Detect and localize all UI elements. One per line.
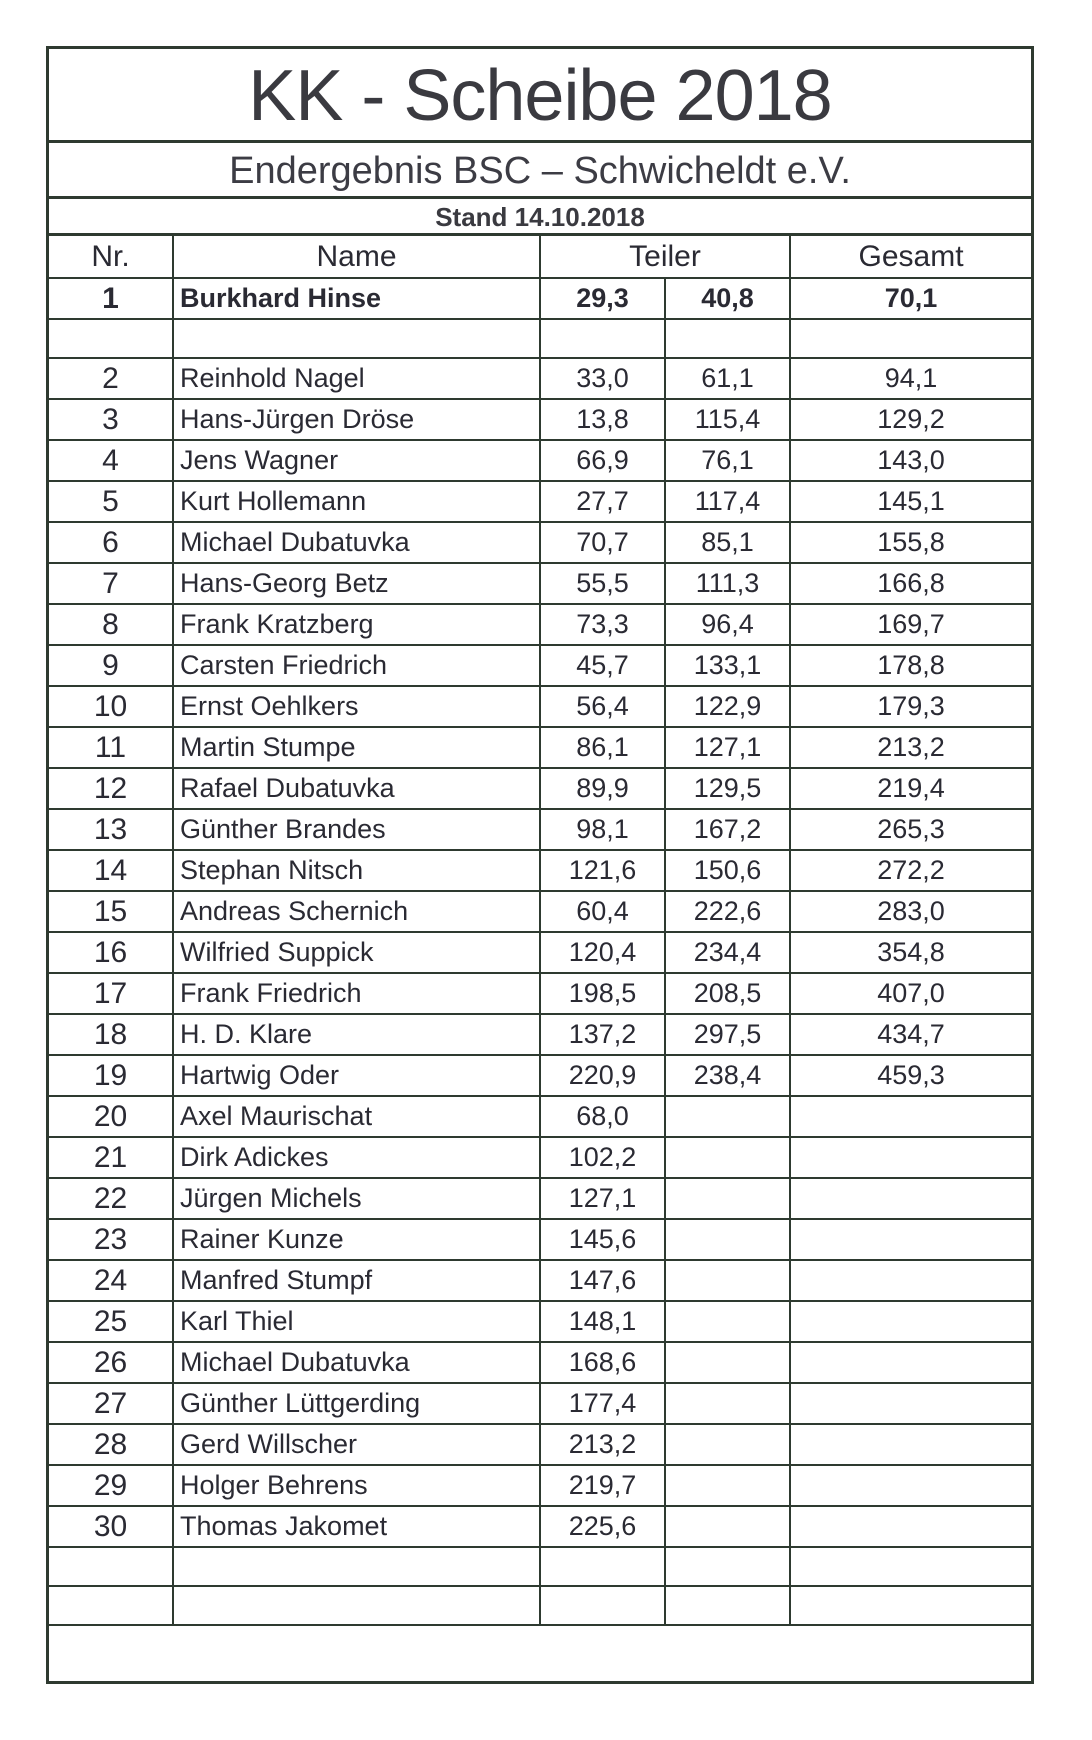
- row-name: Günther Lüttgerding: [173, 1383, 540, 1424]
- row-gesamt: 354,8: [790, 932, 1031, 973]
- row-nr: 29: [49, 1465, 173, 1506]
- table-row: [49, 1219, 1031, 1260]
- results-table-body: [49, 236, 1031, 1625]
- row-teiler-2: [665, 1383, 790, 1424]
- row-gesamt: 145,1: [790, 481, 1031, 522]
- header-nr: Nr.: [49, 236, 173, 278]
- row-gesamt: 166,8: [790, 563, 1031, 604]
- row-teiler-1: 102,2: [540, 1137, 665, 1178]
- spacer-row: [49, 319, 1031, 358]
- results-sheet: [46, 46, 1034, 1684]
- empty-row: [49, 1547, 1031, 1586]
- row-nr: 24: [49, 1260, 173, 1301]
- row-gesamt: [790, 1301, 1031, 1342]
- row-nr: 19: [49, 1055, 173, 1096]
- row-nr: 25: [49, 1301, 173, 1342]
- table-row: [49, 1137, 1031, 1178]
- table-row: [49, 1014, 1031, 1055]
- row-name: H. D. Klare: [173, 1014, 540, 1055]
- row-name: Holger Behrens: [173, 1465, 540, 1506]
- row-gesamt: [790, 1342, 1031, 1383]
- row-teiler-1: 219,7: [540, 1465, 665, 1506]
- row-gesamt: 178,8: [790, 645, 1031, 686]
- row-teiler-2: 150,6: [665, 850, 790, 891]
- row-name: Ernst Oehlkers: [173, 686, 540, 727]
- table-row: [49, 768, 1031, 809]
- winner-nr: 1: [49, 278, 173, 319]
- stand-date: Stand 14.10.2018: [49, 199, 1031, 236]
- empty-cell: [665, 1547, 790, 1586]
- empty-cell: [173, 319, 540, 358]
- page-title: KK - Scheibe 2018: [49, 49, 1031, 143]
- empty-cell: [665, 1586, 790, 1625]
- winner-gesamt: 70,1: [790, 278, 1031, 319]
- row-nr: 27: [49, 1383, 173, 1424]
- row-gesamt: 179,3: [790, 686, 1031, 727]
- row-name: Stephan Nitsch: [173, 850, 540, 891]
- row-teiler-1: 13,8: [540, 399, 665, 440]
- table-row: [49, 932, 1031, 973]
- row-name: Carsten Friedrich: [173, 645, 540, 686]
- row-teiler-2: [665, 1137, 790, 1178]
- row-name: Hans-Georg Betz: [173, 563, 540, 604]
- row-teiler-2: [665, 1424, 790, 1465]
- row-name: Andreas Schernich: [173, 891, 540, 932]
- table-row: [49, 563, 1031, 604]
- row-teiler-2: 167,2: [665, 809, 790, 850]
- table-row: [49, 1342, 1031, 1383]
- row-gesamt: 94,1: [790, 358, 1031, 399]
- row-nr: 14: [49, 850, 173, 891]
- row-name: Gerd Willscher: [173, 1424, 540, 1465]
- header-gesamt: Gesamt: [790, 236, 1031, 278]
- row-gesamt: 155,8: [790, 522, 1031, 563]
- row-nr: 2: [49, 358, 173, 399]
- row-teiler-1: 220,9: [540, 1055, 665, 1096]
- row-name: Rainer Kunze: [173, 1219, 540, 1260]
- row-name: Hans-Jürgen Dröse: [173, 399, 540, 440]
- empty-cell: [790, 319, 1031, 358]
- table-row: [49, 1301, 1031, 1342]
- row-teiler-1: 86,1: [540, 727, 665, 768]
- table-row: [49, 686, 1031, 727]
- row-name: Manfred Stumpf: [173, 1260, 540, 1301]
- empty-cell: [665, 319, 790, 358]
- row-name: Günther Brandes: [173, 809, 540, 850]
- row-teiler-2: 115,4: [665, 399, 790, 440]
- row-nr: 20: [49, 1096, 173, 1137]
- table-row: [49, 809, 1031, 850]
- row-teiler-1: 147,6: [540, 1260, 665, 1301]
- row-teiler-2: 297,5: [665, 1014, 790, 1055]
- row-name: Frank Friedrich: [173, 973, 540, 1014]
- row-teiler-1: 148,1: [540, 1301, 665, 1342]
- row-nr: 15: [49, 891, 173, 932]
- row-teiler-1: 127,1: [540, 1178, 665, 1219]
- row-name: Thomas Jakomet: [173, 1506, 540, 1547]
- row-name: Karl Thiel: [173, 1301, 540, 1342]
- row-teiler-2: [665, 1301, 790, 1342]
- row-name: Kurt Hollemann: [173, 481, 540, 522]
- row-teiler-1: 55,5: [540, 563, 665, 604]
- row-teiler-2: [665, 1260, 790, 1301]
- row-nr: 8: [49, 604, 173, 645]
- row-teiler-2: 234,4: [665, 932, 790, 973]
- row-teiler-1: 120,4: [540, 932, 665, 973]
- empty-cell: [790, 1547, 1031, 1586]
- row-teiler-1: 33,0: [540, 358, 665, 399]
- table-row: [49, 891, 1031, 932]
- empty-cell: [790, 1586, 1031, 1625]
- empty-cell: [540, 319, 665, 358]
- row-nr: 22: [49, 1178, 173, 1219]
- row-gesamt: 219,4: [790, 768, 1031, 809]
- row-nr: 7: [49, 563, 173, 604]
- row-teiler-2: 61,1: [665, 358, 790, 399]
- row-name: Michael Dubatuvka: [173, 522, 540, 563]
- row-nr: 5: [49, 481, 173, 522]
- row-gesamt: [790, 1260, 1031, 1301]
- row-gesamt: [790, 1424, 1031, 1465]
- table-row: [49, 1383, 1031, 1424]
- row-teiler-2: 122,9: [665, 686, 790, 727]
- row-gesamt: 459,3: [790, 1055, 1031, 1096]
- row-gesamt: [790, 1096, 1031, 1137]
- table-row: [49, 1465, 1031, 1506]
- header-teiler: Teiler: [540, 236, 790, 278]
- row-teiler-1: 56,4: [540, 686, 665, 727]
- table-row: [49, 1260, 1031, 1301]
- row-gesamt: [790, 1506, 1031, 1547]
- table-row: [49, 522, 1031, 563]
- row-teiler-2: 76,1: [665, 440, 790, 481]
- empty-cell: [540, 1586, 665, 1625]
- winner-teiler-1: 29,3: [540, 278, 665, 319]
- row-teiler-2: [665, 1178, 790, 1219]
- results-table: [49, 236, 1031, 1626]
- header-name: Name: [173, 236, 540, 278]
- row-name: Axel Maurischat: [173, 1096, 540, 1137]
- row-gesamt: 265,3: [790, 809, 1031, 850]
- row-teiler-2: 208,5: [665, 973, 790, 1014]
- row-nr: 10: [49, 686, 173, 727]
- winner-name: Burkhard Hinse: [173, 278, 540, 319]
- row-teiler-2: [665, 1506, 790, 1547]
- row-teiler-1: 121,6: [540, 850, 665, 891]
- row-name: Rafael Dubatuvka: [173, 768, 540, 809]
- row-gesamt: [790, 1383, 1031, 1424]
- row-name: Martin Stumpe: [173, 727, 540, 768]
- row-name: Wilfried Suppick: [173, 932, 540, 973]
- row-nr: 13: [49, 809, 173, 850]
- table-row: [49, 1506, 1031, 1547]
- table-row: [49, 973, 1031, 1014]
- row-teiler-1: 27,7: [540, 481, 665, 522]
- winner-teiler-2: 40,8: [665, 278, 790, 319]
- row-nr: 21: [49, 1137, 173, 1178]
- row-gesamt: [790, 1219, 1031, 1260]
- empty-row: [49, 1586, 1031, 1625]
- row-teiler-2: [665, 1342, 790, 1383]
- row-name: Dirk Adickes: [173, 1137, 540, 1178]
- row-teiler-2: 222,6: [665, 891, 790, 932]
- empty-cell: [49, 1547, 173, 1586]
- row-name: Michael Dubatuvka: [173, 1342, 540, 1383]
- row-nr: 3: [49, 399, 173, 440]
- row-teiler-1: 168,6: [540, 1342, 665, 1383]
- row-nr: 4: [49, 440, 173, 481]
- empty-cell: [173, 1547, 540, 1586]
- row-teiler-1: 145,6: [540, 1219, 665, 1260]
- row-gesamt: 169,7: [790, 604, 1031, 645]
- empty-cell: [540, 1547, 665, 1586]
- row-nr: 9: [49, 645, 173, 686]
- row-teiler-2: [665, 1465, 790, 1506]
- row-gesamt: 213,2: [790, 727, 1031, 768]
- row-name: Jürgen Michels: [173, 1178, 540, 1219]
- table-row: [49, 604, 1031, 645]
- row-gesamt: 143,0: [790, 440, 1031, 481]
- row-nr: 18: [49, 1014, 173, 1055]
- row-gesamt: [790, 1137, 1031, 1178]
- row-teiler-2: 238,4: [665, 1055, 790, 1096]
- row-nr: 17: [49, 973, 173, 1014]
- empty-cell: [49, 1586, 173, 1625]
- page-subtitle: Endergebnis BSC – Schwicheldt e.V.: [49, 143, 1031, 199]
- table-row: [49, 399, 1031, 440]
- empty-cell: [173, 1586, 540, 1625]
- winner-row: [49, 278, 1031, 319]
- table-row: [49, 358, 1031, 399]
- row-teiler-1: 137,2: [540, 1014, 665, 1055]
- row-teiler-1: 73,3: [540, 604, 665, 645]
- table-row: [49, 1055, 1031, 1096]
- row-teiler-2: 127,1: [665, 727, 790, 768]
- row-teiler-1: 60,4: [540, 891, 665, 932]
- row-nr: 6: [49, 522, 173, 563]
- row-teiler-1: 177,4: [540, 1383, 665, 1424]
- row-teiler-1: 89,9: [540, 768, 665, 809]
- table-row: [49, 645, 1031, 686]
- empty-cell: [49, 319, 173, 358]
- row-gesamt: [790, 1178, 1031, 1219]
- row-nr: 12: [49, 768, 173, 809]
- row-name: Reinhold Nagel: [173, 358, 540, 399]
- row-nr: 23: [49, 1219, 173, 1260]
- row-gesamt: 129,2: [790, 399, 1031, 440]
- row-teiler-1: 45,7: [540, 645, 665, 686]
- row-teiler-1: 66,9: [540, 440, 665, 481]
- table-row: [49, 727, 1031, 768]
- row-name: Hartwig Oder: [173, 1055, 540, 1096]
- row-teiler-1: 70,7: [540, 522, 665, 563]
- row-gesamt: 272,2: [790, 850, 1031, 891]
- row-teiler-2: [665, 1096, 790, 1137]
- row-teiler-2: 117,4: [665, 481, 790, 522]
- row-teiler-1: 198,5: [540, 973, 665, 1014]
- row-nr: 30: [49, 1506, 173, 1547]
- row-name: Frank Kratzberg: [173, 604, 540, 645]
- row-teiler-2: 85,1: [665, 522, 790, 563]
- row-nr: 26: [49, 1342, 173, 1383]
- row-teiler-1: 213,2: [540, 1424, 665, 1465]
- table-row: [49, 481, 1031, 522]
- row-teiler-1: 68,0: [540, 1096, 665, 1137]
- table-row: [49, 440, 1031, 481]
- row-teiler-2: [665, 1219, 790, 1260]
- row-teiler-1: 225,6: [540, 1506, 665, 1547]
- row-teiler-2: 111,3: [665, 563, 790, 604]
- row-nr: 11: [49, 727, 173, 768]
- row-gesamt: [790, 1465, 1031, 1506]
- row-teiler-2: 96,4: [665, 604, 790, 645]
- row-gesamt: 407,0: [790, 973, 1031, 1014]
- table-row: [49, 1178, 1031, 1219]
- row-gesamt: 434,7: [790, 1014, 1031, 1055]
- row-teiler-2: 133,1: [665, 645, 790, 686]
- header-row: [49, 236, 1031, 278]
- row-teiler-2: 129,5: [665, 768, 790, 809]
- table-row: [49, 1424, 1031, 1465]
- row-name: Jens Wagner: [173, 440, 540, 481]
- row-nr: 16: [49, 932, 173, 973]
- table-row: [49, 1096, 1031, 1137]
- row-gesamt: 283,0: [790, 891, 1031, 932]
- row-nr: 28: [49, 1424, 173, 1465]
- row-teiler-1: 98,1: [540, 809, 665, 850]
- table-row: [49, 850, 1031, 891]
